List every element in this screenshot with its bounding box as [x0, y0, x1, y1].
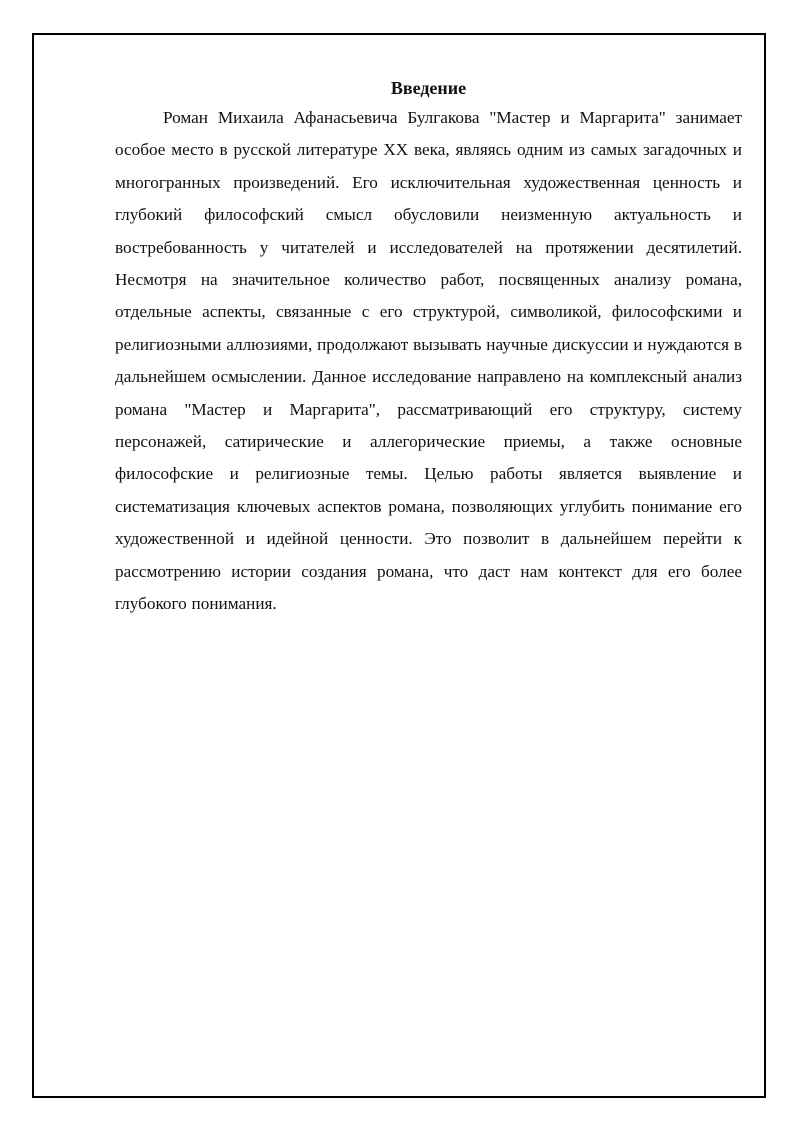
section-heading: Введение	[390, 78, 467, 98]
intro-paragraph: Роман Михаила Афанасьевича Булгакова "Мастер и Маргарита" занимает особое место в русской литературе XX века, являясь одним из самых загадочных и многогранных произведений. Его исключительная художественная ценность и глубокий философский смысл обусловили неизменную актуальность и востребованность у читателей и исследователей на протяжении десятилетий. Несмотря на значительное количество работ, посвященных анализу романа, отдельные аспекты, связанные с его структурой, символикой, философскими и религиозными аллюзиями, продолжают вызывать научные дискуссии и нуждаются в дальнейшем осмыслении. Данное исследование направлено на комплексный анализ романа "Мастер и Маргарита", рассматривающий его структуру, систему персонажей, сатирические и аллегорические приемы, а также основные философские и религиозные темы. Целью работы является выявление и систематизация ключевых аспектов романа, позволяющих углубить понимание его художественной и идейной ценности. Это позволит в дальнейшем перейти к рассмотрению истории создания романа, что даст нам контекст для его более глубокого понимания.	[115, 108, 742, 614]
document-body	[115, 74, 742, 621]
